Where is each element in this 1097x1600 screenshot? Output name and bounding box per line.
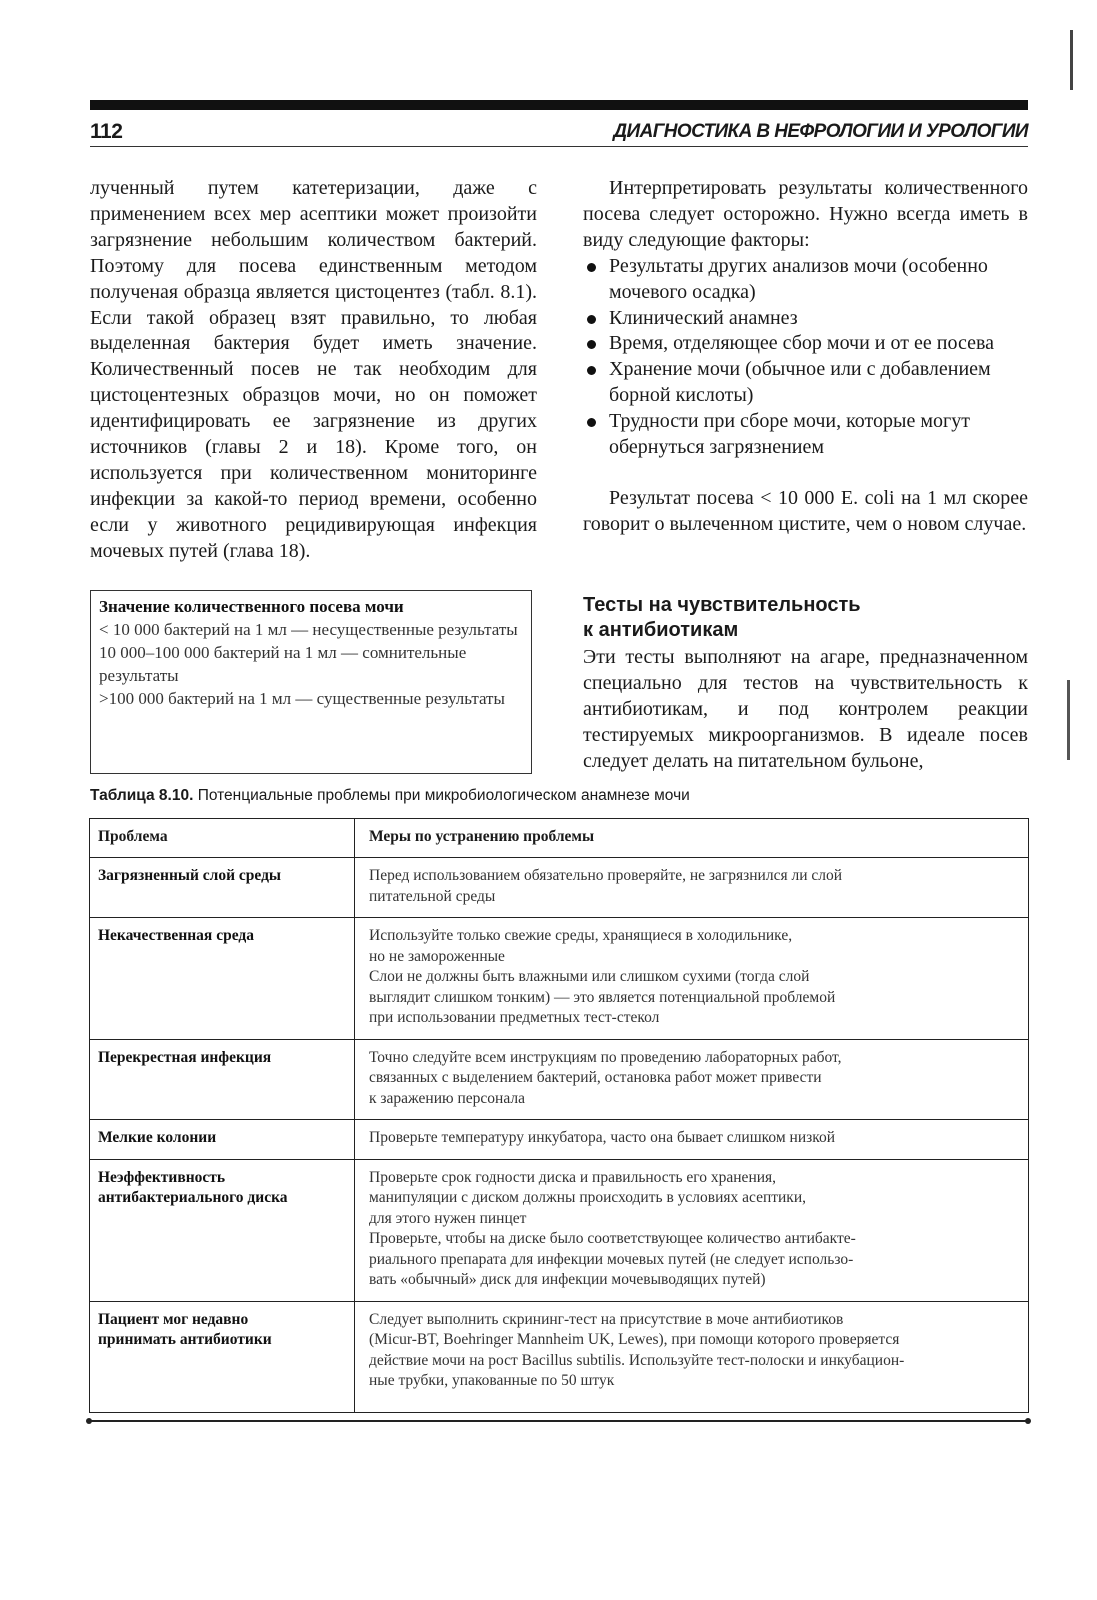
left-column xyxy=(90,176,537,565)
rule-dot xyxy=(1025,1418,1031,1424)
table-row xyxy=(90,1159,1029,1301)
measures-cell: Проверьте срок годности диска и правильность его хранения, манипуляции с диском должны происходить в условиях асептики, для этого нужен пинцет Проверьте, чтобы на диске было соответствующее количество антибакте- риального препарата для инфекции мочевых путей (не следует использо- вать «обычный» диск для инфекции мочевыводящих путей) xyxy=(355,1159,1029,1301)
table-row xyxy=(90,918,1029,1040)
table-row xyxy=(90,1039,1029,1120)
info-box-line: < 10 000 бактерий на 1 мл — несущественные результаты xyxy=(99,620,518,639)
info-box xyxy=(90,590,532,774)
problem-cell: Перекрестная инфекция xyxy=(90,1039,355,1120)
column-header: Меры по устранению проблемы xyxy=(355,819,1029,858)
table-bottom-rule xyxy=(90,1420,1028,1422)
table-header-row xyxy=(90,819,1029,858)
column-header: Проблема xyxy=(90,819,355,858)
header-rule xyxy=(90,146,1028,147)
measures-cell: Перед использованием обязательно проверяйте, не загрязнился ли слой питательной среды xyxy=(355,858,1029,918)
scan-margin-mark xyxy=(1067,680,1070,760)
section-heading xyxy=(583,593,1028,643)
measures-cell: Проверьте температуру инкубатора, часто она бывает слишком низкой xyxy=(355,1120,1029,1160)
list-item: Хранение мочи (обычное или с добавлением борной кислоты) xyxy=(583,357,1028,409)
info-box-line: >100 000 бактерий на 1 мл — существенные результаты xyxy=(99,689,505,708)
left-paragraph: лученный путем катетеризации, даже с применением всех мер асептики может произойти загрязнение небольшим количеством бактерий. Поэтому для посева единственным методом полученая образца является цистоцентез (табл. 8.1). Если такой образец взят правильно, то любая выделенная бактерия будет иметь значение. Количественный посев не так необходим для цистоцентезных образцов мочи, но он поможет идентифицировать ее загрязнение из других источников (главы 2 и 18). Кроме того, он используется при количественном мониторинге инфекции за какой-то период времени, особенно если у животного рецидивирующая инфекция мочевых путей (глава 18). xyxy=(90,177,537,562)
table-row xyxy=(90,1301,1029,1412)
problems-table xyxy=(89,818,1029,1413)
running-head: ДИАГНОСТИКА В НЕФРОЛОГИИ И УРОЛОГИИ xyxy=(613,121,1028,142)
page-number: 112 xyxy=(90,120,123,143)
info-box-line: 10 000–100 000 бактерий на 1 мл — сомнительные результаты xyxy=(99,643,467,685)
problem-cell: Неэффективность антибактериального диска xyxy=(90,1159,355,1301)
measures-cell: Используйте только свежие среды, хранящиеся в холодильнике, но не замороженные Слои не должны быть влажными или слишком сухими (тогда слой выглядит слишком тонким) — это является потенциальной проблемой при использовании предметных тест-стекол xyxy=(355,918,1029,1040)
problem-cell: Загрязненный слой среды xyxy=(90,858,355,918)
right-intro: Интерпретировать результаты количественного посева следует осторожно. Нужно всегда иметь в виду следующие факторы: xyxy=(583,177,1028,251)
table-caption-text: Потенциальные проблемы при микробиологическом анамнезе мочи xyxy=(197,787,690,804)
problem-cell: Мелкие колонии xyxy=(90,1120,355,1160)
result-paragraph: Результат посева < 10 000 E. coli на 1 мл скорее говорит о вылеченном цистите, чем о новом случае. xyxy=(583,486,1028,535)
header-bar xyxy=(90,100,1028,110)
measures-cell: Точно следуйте всем инструкциям по проведению лабораторных работ, связанных с выделением бактерий, остановка работ может привести к заражению персонала xyxy=(355,1039,1029,1120)
table-row xyxy=(90,858,1029,918)
scan-margin-mark xyxy=(1070,30,1073,90)
problem-cell: Пациент мог недавно принимать антибиотики xyxy=(90,1301,355,1412)
measures-cell: Следует выполнить скрининг-тест на присутствие в моче антибиотиков (Micur-BT, Boehringer Mannheim UK, Lewes), при помощи которого проверяется действие мочи на рост Bacillus subtilis. Используйте тест-полоски и инкубацион- ные трубки, упакованные по 50 штук xyxy=(355,1301,1029,1412)
info-box-title: Значение количественного посева мочи xyxy=(99,597,404,616)
table-row xyxy=(90,1120,1029,1160)
problem-cell: Некачественная среда xyxy=(90,918,355,1040)
rule-dot xyxy=(86,1418,92,1424)
right-column xyxy=(583,176,1028,538)
list-item: Результаты других анализов мочи (особенно мочевого осадка) xyxy=(583,254,1028,306)
table-caption-label: Таблица 8.10. xyxy=(90,787,194,804)
section-heading-line: Тесты на чувствительность xyxy=(583,594,861,616)
list-item: Время, отделяющее сбор мочи и от ее посева xyxy=(583,331,1028,357)
list-item: Клинический анамнез xyxy=(583,306,1028,332)
factor-list xyxy=(583,254,1028,461)
section-body: Эти тесты выполняют на агаре, предназначенном специально для тестов на чувствительность к антибиотикам, и под контролем реакции тестируемых микроорганизмов. В идеале посев следует делать на питательном бульоне, xyxy=(583,646,1028,772)
table-caption xyxy=(90,787,690,805)
section-heading-line: к антибиотикам xyxy=(583,619,739,641)
list-item: Трудности при сборе мочи, которые могут обернуться загрязнением xyxy=(583,409,1028,461)
